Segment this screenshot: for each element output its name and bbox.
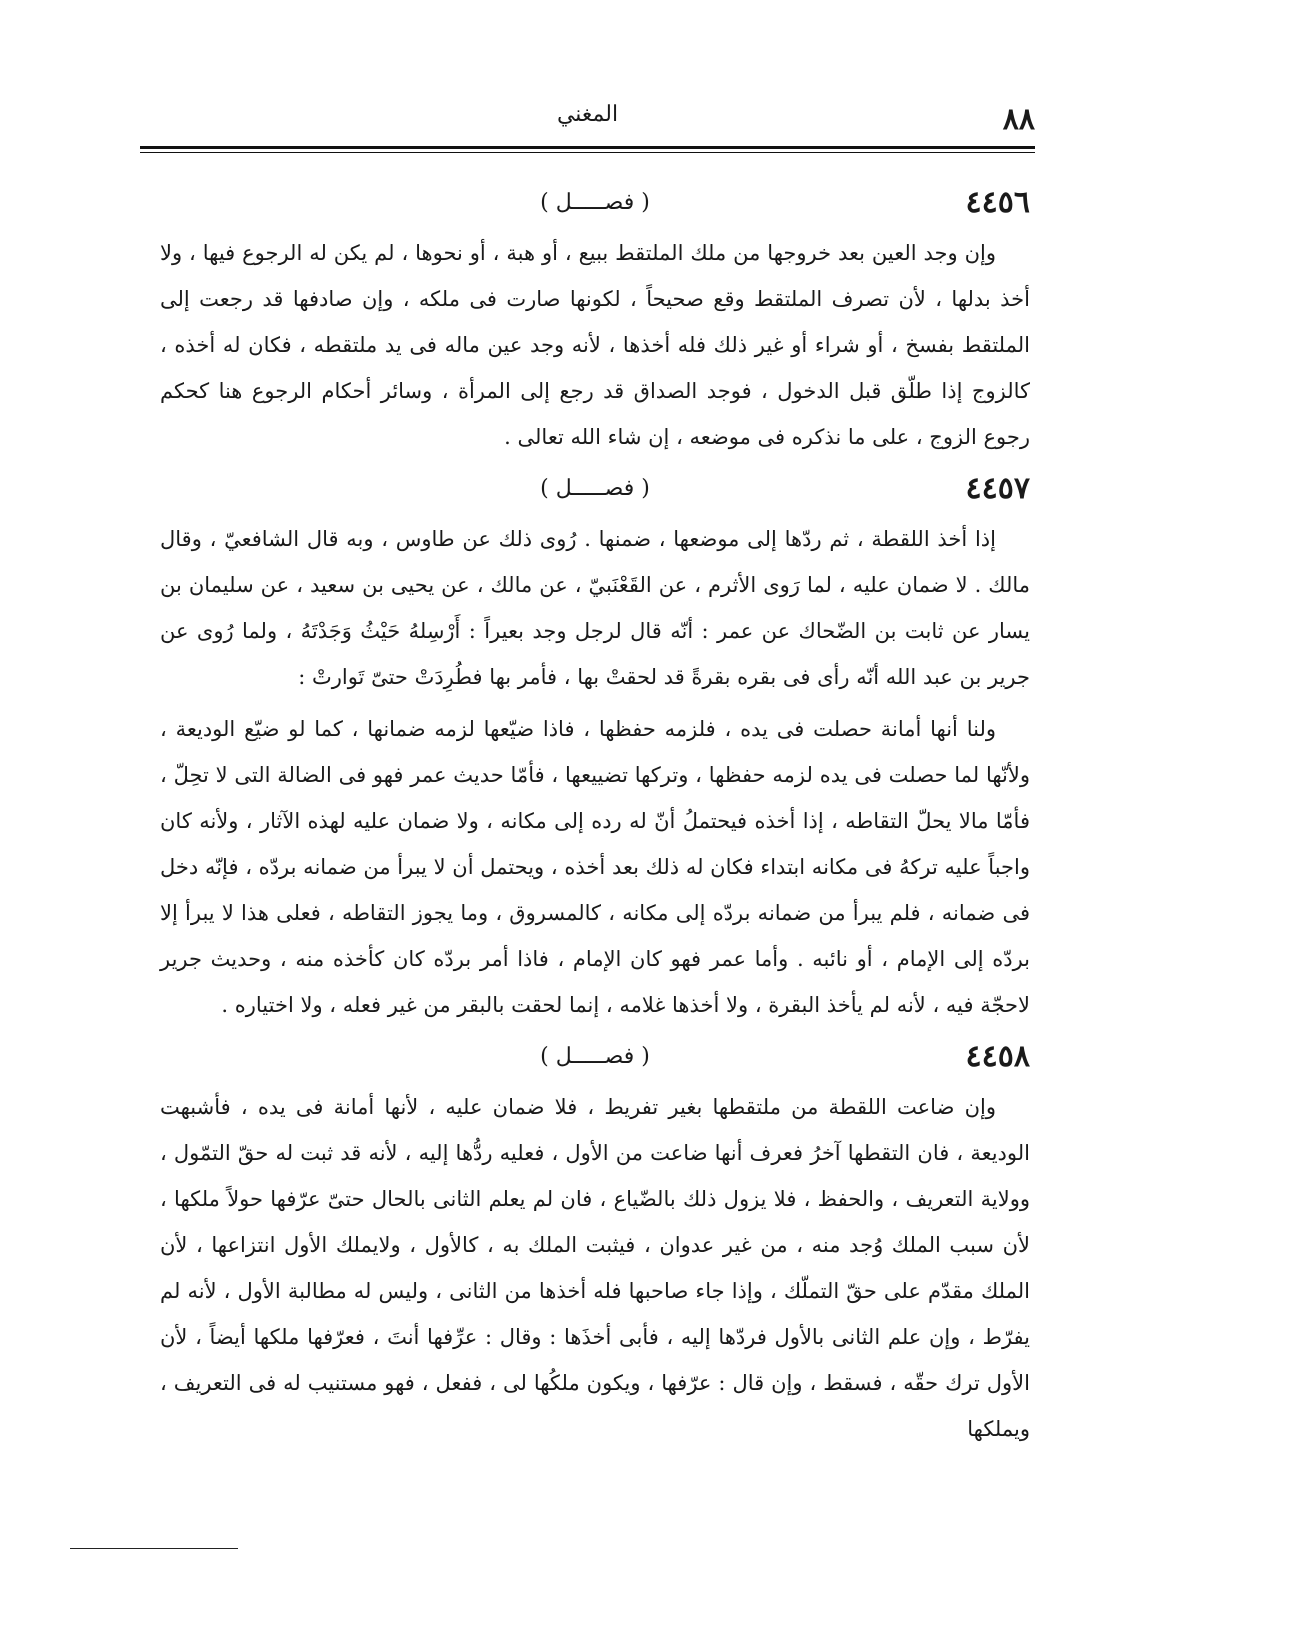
paragraph: إذا أخذ اللقطة ، ثم ردّها إلى موضعها ، ضمنها . رُوى ذلك عن طاوس ، وبه قال الشافعيّ ، وقال مالك . لا ضمان عليه ، لما رَوى الأثرم ، عن القَعْنَبيّ ، عن مالك ، عن يحيى بن سعيد ، عن سليمان بن يسار عن ثابت بن الضّحاك عن عمر : أنّه قال لرجل وجد بعيراً : أَرْسِلهُ حَيْثُ وَجَدْتَهُ ، ولما رُوى عن جرير بن عبد الله أنّه رأى فى بقره بقرةً قد لحقتْ بها ، فأمر بها فطُرِدَتْ حتىّ تَوارتْ :: [160, 527, 1030, 689]
section-title: ( فصـــــل ): [540, 1044, 650, 1069]
section-heading: [160, 466, 1030, 512]
body-text: [160, 178, 1030, 1458]
section-number: ٤٤٥٨: [965, 1039, 1030, 1074]
section: [160, 1034, 1030, 1452]
footnote-rule: [70, 1548, 238, 1549]
section-heading: [160, 180, 1030, 226]
header-rule: [140, 146, 1035, 149]
paragraph: وإن وجد العين بعد خروجها من ملك الملتقط ببيع ، أو هبة ، أو نحوها ، لم يكن له الرجوع فيها ، ولا أخذ بدلها ، لأن تصرف الملتقط وقع صحيحاً ، لكونها صارت فى ملكه ، وإن صادفها قد رجعت إلى الملتقط بفسخ ، أو شراء أو غير ذلك فله أخذها ، لأنه وجد عين ماله فى يد ملتقطه ، فكان له أخذه ، كالزوج إذا طلّق قبل الدخول ، فوجد الصداق قد رجع إلى المرأة ، وسائر أحكام الرجوع هنا كحكم رجوع الزوج ، على ما نذكره فى موضعه ، إن شاء الله تعالى .: [160, 241, 1030, 449]
running-title: المغني: [556, 102, 619, 127]
section-heading: [160, 1034, 1030, 1080]
section-title: ( فصـــــل ): [540, 476, 650, 501]
paragraph: ولنا أنها أمانة حصلت فى يده ، فلزمه حفظها ، فاذا ضيّعها لزمه ضمانها ، كما لو ضيّع الوديعة ، ولأنّها لما حصلت فى يده لزمه حفظها ، وتركها تضييعها ، فأمّا حديث عمر فهو فى الضالة التى لا تحِلّ ، فأمّا مالا يحلّ التقاطه ، إذا أخذه فيحتملُ أنّ له رده إلى مكانه ، ولا ضمان عليه لهذه الآثار ، ولأنه كان واجباً عليه تركهُ فى مكانه ابتداء فكان له ذلك بعد أخذه ، ويحتمل أن لا يبرأ من ضمانه بردّه ، فإنّه دخل فى ضمانه ، فلم يبرأ من ضمانه بردّه إلى مكانه ، كالمسروق ، وما يجوز التقاطه ، فعلى هذا لا يبرأ إلا بردّه إلى الإمام ، أو نائبه . وأما عمر فهو كان الإمام ، فاذا أمر بردّه كان كأخذه منه ، وحديث جرير لاحجّة فيه ، لأنه لم يأخذ البقرة ، ولا أخذها غلامه ، إنما لحقت بالبقر من غير فعله ، ولا اختياره .: [160, 717, 1030, 1017]
page-header: [140, 96, 1035, 146]
section: [160, 466, 1030, 1028]
paragraph: وإن ضاعت اللقطة من ملتقطها بغير تفريط ، فلا ضمان عليه ، لأنها أمانة فى يده ، فأشبهت الوديعة ، فان التقطها آخرُ فعرف أنها ضاعت من الأول ، فعليه ردُّها إليه ، لأنه قد ثبت له حقّ التمّول ، وولاية التعريف ، والحفظ ، فلا يزول ذلك بالضّياع ، فان لم يعلم الثانى بالحال حتىّ عرّفها حولاً ملكها ، لأن سبب الملك وُجد منه ، من غير عدوان ، فيثبت الملك به ، كالأول ، ولايملك الأول انتزاعها ، لأن الملك مقدّم على حقّ التملّك ، وإذا جاء صاحبها فله أخذها من الثانى ، وليس له مطالبة الأول ، لأنه لم يفرّط ، وإن علم الثانى بالأول فردّها إليه ، فأبى أخذَها : وقال : عرِّفها أنتَ ، فعرّفها ملكها أيضاً ، لأن الأول ترك حقّه ، فسقط ، وإن قال : عرّفها ، ويكون ملكُها لى ، ففعل ، فهو مستنيب له فى التعريف ، ويملكها: [160, 1095, 1030, 1441]
page-number: ٨٨: [1002, 102, 1035, 137]
section-number: ٤٤٥٦: [965, 185, 1030, 220]
section: [160, 180, 1030, 460]
section-title: ( فصـــــل ): [540, 190, 650, 215]
header-rule-thin: [140, 152, 1035, 153]
section-number: ٤٤٥٧: [965, 471, 1030, 506]
